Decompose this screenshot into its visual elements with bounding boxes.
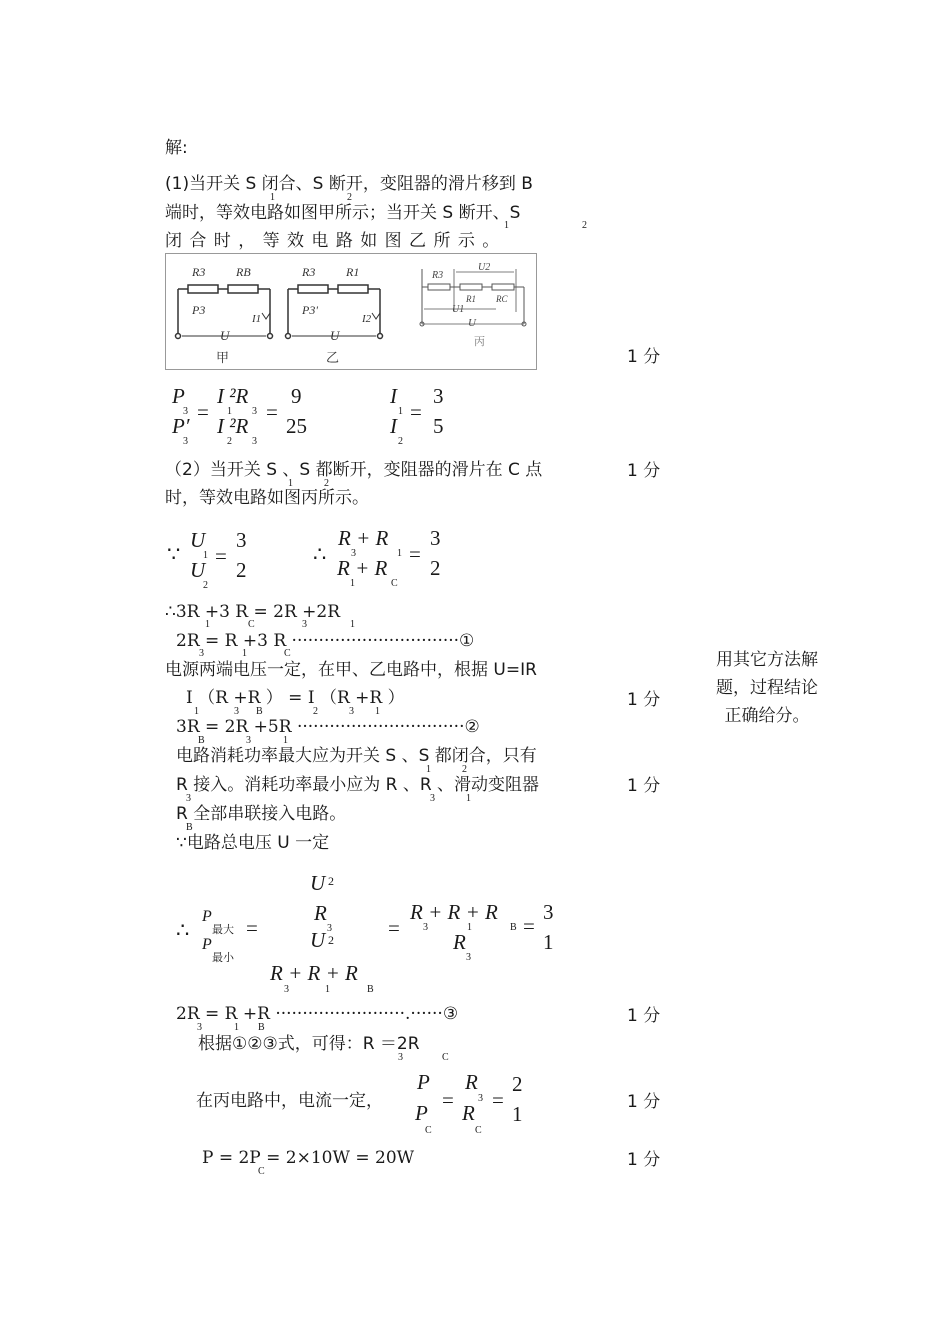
circuit-yi [286,265,383,366]
score-5: 1 分 [627,1006,661,1026]
label-r1-yi: R1 [346,265,360,279]
part1-line2: 端时，等效电路如图甲所示；当开关 S 断开、S [165,203,521,223]
label-rb-jia: RB [236,265,251,279]
circuit-bing [420,262,526,348]
caption-yi: 乙 [326,351,340,366]
label-u-yi: U [330,328,340,343]
caption-jia: 甲 [216,351,230,366]
part1-line1: (1)当开关 S 闭合、S 断开，变阻器的滑片移到 B [165,174,533,194]
side-note-line-1: 用其它方法解 [716,650,818,670]
score-4: 1 分 [627,776,661,796]
label-r3-bing: R3 [432,270,444,281]
derivation-line-10: 2R = R +R ························.······③ [176,1004,459,1024]
score-7: 1 分 [627,1150,661,1170]
label-r3-yi: R3 [302,265,316,279]
score-3: 1 分 [627,690,661,710]
score-1: 1 分 [627,347,661,367]
circuit-jia [176,265,273,366]
final-result: P = 2P = 2×10W = 20W [202,1148,415,1168]
score-2: 1 分 [627,461,661,481]
part2-line1: （2）当开关 S 、S 都断开，变阻器的滑片在 C 点 [165,460,543,480]
label-p3-jia: P3 [192,303,206,317]
label-p3-yi: P3' [302,303,318,317]
derivation-line-12: 在丙电路中，电流一定， [196,1091,383,1111]
side-note-line-3: 正确给分。 [724,706,810,726]
label-r3-jia: R3 [192,265,206,279]
label-u2-bing: U2 [478,262,491,273]
derivation-line-6: 电路消耗功率最大应为开关 S 、S 都闭合，只有 [176,746,537,766]
label-r1-bing: R1 [466,294,476,304]
derivation-line-5: 3R = 2R +5R ·······························② [176,717,480,737]
part2-line2: 时，等效电路如图丙所示。 [165,488,369,508]
label-i2-yi: I2 [362,313,372,325]
label-u-bing: U [468,317,476,329]
score-6: 1 分 [627,1092,661,1112]
derivation-line-2: 2R = R +3 R ·······························① [176,631,475,651]
label-rc-bing: RC [496,294,508,304]
solution-heading: 解: [165,138,188,158]
circuit-figure [165,253,537,370]
label-i1-jia: I1 [252,313,262,325]
circuit-diagrams [166,254,536,369]
derivation-line-7: R 接入。消耗功率最小应为 R 、R 、滑动变阻器 [176,775,540,795]
caption-bing: 丙 [474,335,485,348]
label-u-jia: U [220,328,230,343]
derivation-line-1: ∴3R +3 R = 2R +2R [165,602,341,622]
label-u1-bing: U1 [452,304,465,315]
derivation-line-8: R 全部串联接入电路。 [176,804,347,824]
derivation-line-11: 根据①②③式，可得：R ＝2R [198,1034,420,1054]
side-note-line-2: 题，过程结论 [716,678,818,698]
side-note [702,646,832,730]
derivation-line-9: ∵电路总电压 U 一定 [176,833,330,853]
part1-line3: 闭 合 时 ， 等 效 电 路 如 图 乙 所 示 。 [165,231,501,251]
derivation-line-3: 电源两端电压一定，在甲、乙电路中，根据 U=IR [165,660,537,680]
derivation-line-4: I （R +R ） = I （R +R ） [186,688,405,708]
